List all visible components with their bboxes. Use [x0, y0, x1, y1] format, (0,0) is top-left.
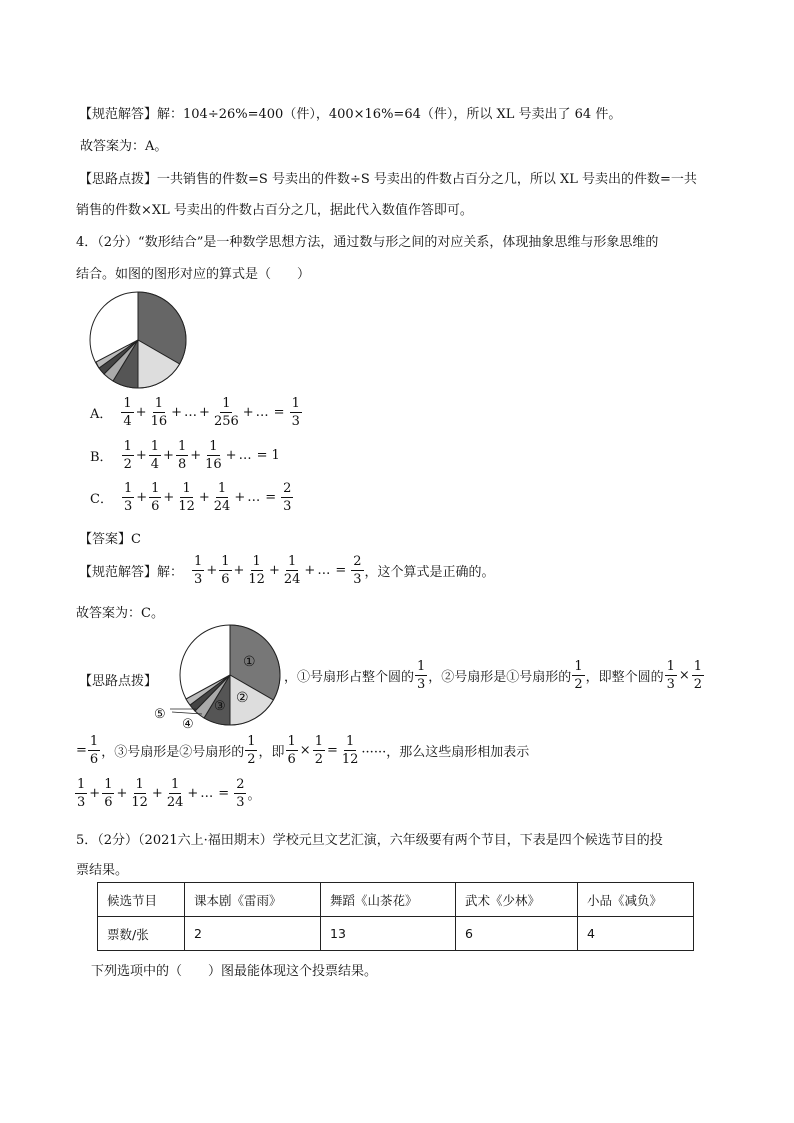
table-cell: 舞蹈《山茶花》 — [321, 883, 456, 917]
q4-answer-label: 【答案】 — [79, 532, 132, 547]
q4-option-c-label: C． — [90, 492, 113, 507]
q4-solution-line: 【规范解答】 解： $\frac{1}{3}$ + $\frac{1}{6}$ + $\frac{1}{12}$ + $\frac{1}{24}$ + … = $\frac{2}{3}$ ，这个算式是正确的。 — [79, 554, 495, 587]
table-cell: 2 — [185, 917, 321, 951]
q3-final: 故答案为：A。 — [80, 139, 168, 154]
q5-vote-table — [97, 882, 694, 951]
q4-hint-label: 【思路点拨】 — [79, 674, 158, 689]
q3-answer-line — [79, 103, 621, 122]
q4-hint-label-5: ⑤ — [154, 707, 166, 722]
table-cell: 小品《减负》 — [578, 883, 694, 917]
q4-answer-value: C — [131, 532, 141, 547]
q4-option-b[interactable]: B． $\frac{1}{2}$ + $\frac{1}{4}$ + $\frac{1}{8}$ + $\frac{1}{16}$ + … = 1 — [90, 439, 280, 472]
q3-hint-label: 【思路点拨】 — [79, 172, 158, 187]
q5-stem-line2: 票结果。 — [76, 863, 129, 878]
q3-hint-line2: 销售的件数×XL 号卖出的件数占百分之几，据此代入数值作答即可。 — [76, 203, 473, 218]
q3-answer-text: 解：104÷26%=400（件），400×16%=64（件），所以 XL 号卖出了 64 件。 — [157, 107, 622, 122]
q4-hint-pie — [150, 624, 284, 732]
table-cell: 候选节目 — [98, 883, 185, 917]
q4-option-a[interactable]: A． $\frac{1}{4}$ + $\frac{1}{16}$ + … + $\frac{1}{256}$ + … = $\frac{1}{3}$ — [90, 396, 300, 429]
q3-hint-line1 — [79, 168, 697, 187]
q4-hint-text-line3: $\frac{1}{3}$ + $\frac{1}{6}$ + $\frac{1}{12}$ + $\frac{1}{24}$ + … = $\frac{2}{3}$ 。 — [77, 777, 261, 810]
q4-stem-line2: 结合。如图的图形对应的算式是（ ） — [76, 267, 311, 282]
q4-hint-label-1: ① — [243, 654, 256, 670]
q4-solution-label: 【规范解答】 — [79, 565, 158, 580]
q4-solution-suffix: ，这个算式是正确的。 — [364, 565, 495, 580]
q4-hint-label-2: ② — [236, 690, 249, 706]
q4-final: 故答案为：C。 — [76, 606, 164, 621]
q4-pie-chart — [89, 291, 187, 389]
q4-option-a-label: A． — [90, 407, 113, 422]
q4-stem-line1: 4．（2分）“数形结合”是一种数学思想方法，通过数与形之间的对应关系，体现抽象思维与形象思维的 — [76, 235, 659, 250]
q4-hint-text-line1: ，①号扇形占整个圆的 $\frac{1}{3}$ ，②号扇形是①号扇形的 $\frac{1}{2}$ ，即整个圆的 $\frac{1}{3}$ × $\frac{1}{2}$ — [284, 659, 703, 692]
table-cell: 13 — [321, 917, 456, 951]
q4-hint-text-line2: = $\frac{1}{6}$ ，③号扇形是②号扇形的 $\frac{1}{2}$ ，即 $\frac{1}{6}$ × $\frac{1}{2}$ = $\frac{1}{12}$ ······，那么这些扇形相加表示 — [76, 734, 530, 767]
q5-question: 下列选项中的（ ）图最能体现这个投票结果。 — [91, 964, 378, 979]
q3-answer-label: 【规范解答】 — [79, 107, 158, 122]
table-row — [98, 917, 694, 951]
q4-option-b-label: B． — [90, 450, 113, 465]
q5-stem-line1: 5．（2分）（2021六上·福田期末）学校元旦文艺汇演，六年级要有两个节目，下表是四个候选节目的投 — [76, 833, 663, 848]
q4-option-c[interactable]: C． $\frac{1}{3}$ + $\frac{1}{6}$ + $\frac{1}{12}$ + $\frac{1}{24}$ + … = $\frac{2}{3}$ — [90, 481, 292, 514]
table-cell: 4 — [578, 917, 694, 951]
table-cell: 武术《少林》 — [456, 883, 578, 917]
q4-hint-label-3: ③ — [214, 699, 226, 714]
table-cell: 6 — [456, 917, 578, 951]
table-cell: 课本剧《雷雨》 — [185, 883, 321, 917]
table-row — [98, 883, 694, 917]
q4-hint-label-4: ④ — [182, 717, 194, 732]
q3-hint-text1: 一共销售的件数=S 号卖出的件数÷S 号卖出的件数占百分之几，所以 XL 号卖出的件数=一共 — [157, 172, 697, 187]
q4-solution-prefix: 解： — [157, 565, 184, 580]
q4-answer-line — [79, 528, 141, 547]
table-cell: 票数/张 — [98, 917, 185, 951]
